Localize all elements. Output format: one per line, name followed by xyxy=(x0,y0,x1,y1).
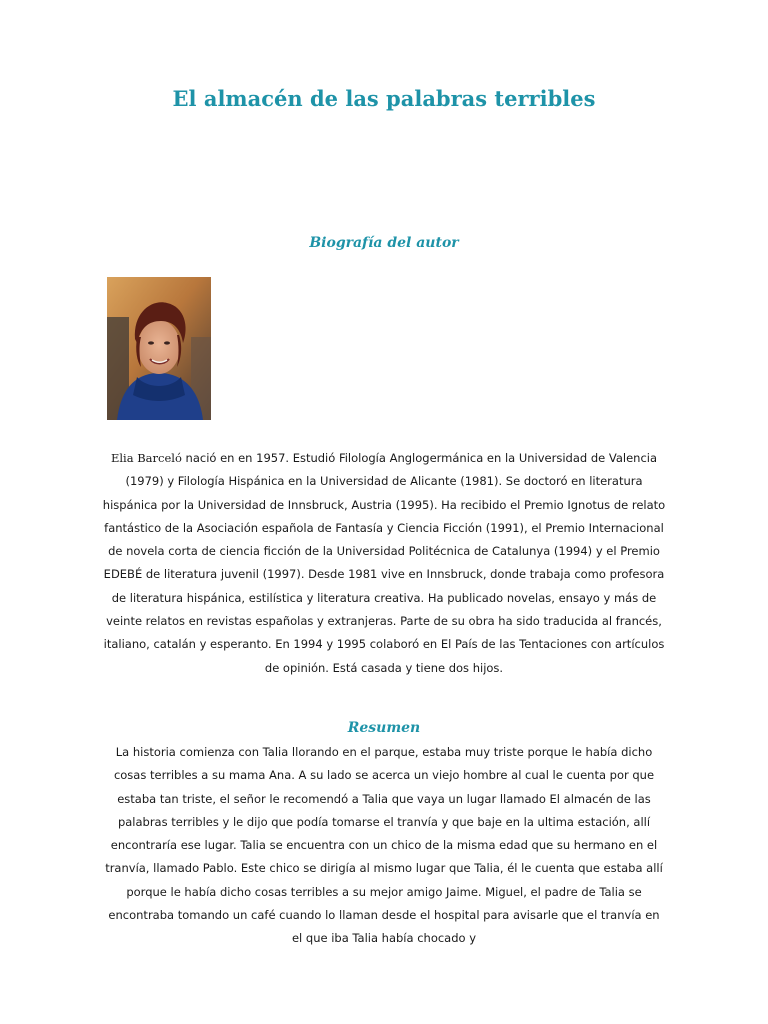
author-photo xyxy=(107,277,211,420)
author-name: Elia Barceló xyxy=(110,451,182,465)
summary-heading: Resumen xyxy=(347,720,421,736)
document-title: El almacén de las palabras terribles xyxy=(172,86,596,111)
biography-heading: Biografía del autor xyxy=(309,235,459,251)
summary-text: La historia comienza con Talia llorando en el parque, estaba muy triste porque le había dicho cosas terribles a su mama Ana. A su lado se acerca un viejo hombre al cual le cuenta por que estaba tan triste, el señor le recomendó a Talia que vaya un lugar llamado El almacén de las palabras terribles y le dijo que podía tomarse el tranvía y que baje en la ultima estación, allí encontraría ese lugar. Talia se encuentra con un chico de la misma edad que su hermano en el tranvía, llamado Pablo. Este chico se dirigía al mismo lugar que Talia, él le cuenta que estaba allí porque le había dicho cosas terribles a su mejor amigo Jaime. Miguel, el padre de Talia se encontraba tomando un café cuando lo llaman desde el hospital para avisarle que el tranvía en el que iba Talia había chocado y xyxy=(105,745,663,946)
biography-text xyxy=(102,447,666,680)
biography-body: nació en en 1957. Estudió Filología Anglogermánica en la Universidad de Valencia (1979) y Filología Hispánica en la Universidad de Alicante (1981). Se doctoró en literatura hispánica por la Universidad de Innsbruck, Austria (1995). Ha recibido el Premio Ignotus de relato fantástico de la Asociación española de Fantasía y Ciencia Ficción (1991), el Premio Internacional de novela corta de ciencia ficción de la Universidad Politécnica de Catalunya (1994) y el Premio EDEBÉ de literatura juvenil (1997). Desde 1981 vive en Innsbruck, donde trabaja como profesora de literatura hispánica, estilística y literatura creativa. Ha publicado novelas, ensayo y más de veinte relatos en revistas españolas y extranjeras. Parte de su obra ha sido traducida al francés, italiano, catalán y esperanto. En 1994 y 1995 colaboró en El País de las Tentaciones con artículos de opinión. Está casada y tiene dos hijos. xyxy=(102,451,666,675)
